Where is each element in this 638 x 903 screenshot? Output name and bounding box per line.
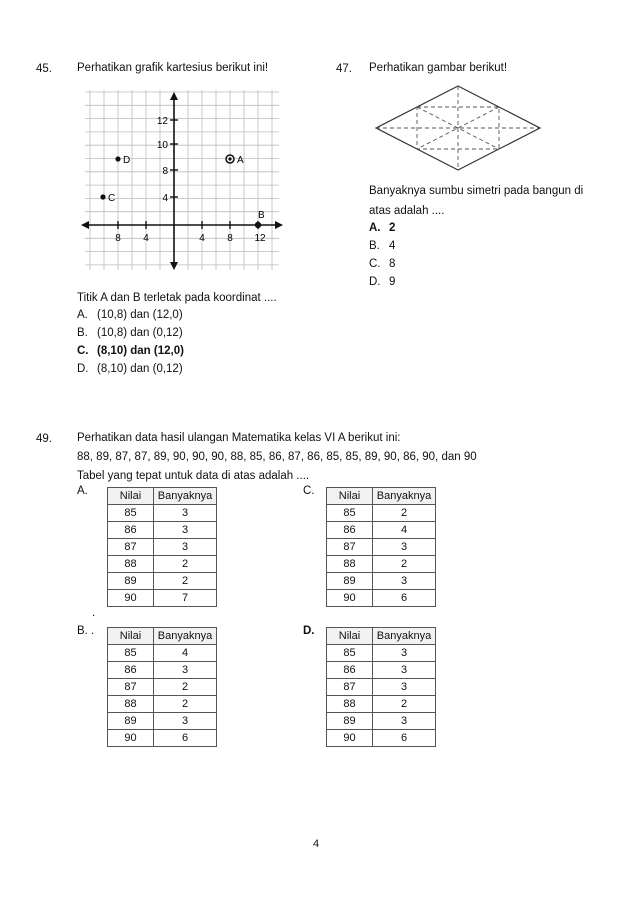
header-nilai: Nilai: [327, 488, 373, 505]
table-row: [327, 539, 436, 556]
q49-option-c-letter[interactable]: C.: [303, 485, 315, 497]
table-row: [327, 679, 436, 696]
q47-question-line1: Banyaknya sumbu simetri pada bangun di: [369, 185, 584, 197]
x-axis-arrow-left: [81, 221, 89, 229]
option-text: (10,8) dan (12,0): [97, 309, 183, 321]
y-tick-label: 10: [156, 140, 168, 151]
table-row: [327, 573, 436, 590]
header-banyaknya: Banyaknya: [373, 628, 436, 645]
cell-nilai: 87: [327, 679, 373, 696]
q49-option-d-letter[interactable]: D.: [303, 625, 315, 637]
cell-nilai: 85: [108, 645, 154, 662]
cell-banyaknya: 3: [373, 539, 436, 556]
cell-nilai: 87: [108, 679, 154, 696]
cell-banyaknya: 2: [373, 505, 436, 522]
cell-nilai: 89: [108, 573, 154, 590]
cell-nilai: 86: [108, 662, 154, 679]
point-c-label: C: [108, 193, 116, 204]
x-tick-label: 4: [143, 233, 149, 244]
cell-nilai: 86: [327, 662, 373, 679]
q45-option-b[interactable]: [77, 327, 183, 339]
cell-nilai: 89: [327, 713, 373, 730]
table-row: [327, 590, 436, 607]
q45-number: 45.: [36, 63, 52, 75]
cell-banyaknya: 3: [154, 539, 217, 556]
q49-data-line: 88, 89, 87, 87, 89, 90, 90, 90, 88, 85, 86, 87, 86, 85, 85, 89, 90, 86, 90, dan 90: [77, 451, 477, 463]
cell-nilai: 86: [327, 522, 373, 539]
cell-banyaknya: 4: [154, 645, 217, 662]
table-row: [108, 662, 217, 679]
point-d-label: D: [123, 155, 131, 166]
x-tick-label: 12: [254, 233, 266, 244]
cell-nilai: 89: [327, 573, 373, 590]
cell-nilai: 88: [327, 696, 373, 713]
cell-nilai: 85: [327, 505, 373, 522]
table-row: [327, 696, 436, 713]
q49-option-a-letter[interactable]: A.: [77, 485, 88, 497]
table-row: [108, 696, 217, 713]
q47-option-b[interactable]: [369, 240, 395, 252]
header-nilai: Nilai: [327, 628, 373, 645]
point-b-marker: [255, 222, 261, 228]
cell-banyaknya: 6: [373, 590, 436, 607]
cell-nilai: 86: [108, 522, 154, 539]
option-text: 9: [389, 276, 396, 288]
cell-banyaknya: 2: [373, 696, 436, 713]
point-c-marker: [100, 194, 105, 199]
cell-banyaknya: 3: [154, 505, 217, 522]
cell-banyaknya: 3: [373, 713, 436, 730]
option-text: (10,8) dan (0,12): [97, 327, 183, 339]
cell-nilai: 90: [108, 590, 154, 607]
table-row: [327, 713, 436, 730]
cell-banyaknya: 3: [373, 573, 436, 590]
stray-dot: .: [92, 607, 96, 619]
cell-nilai: 85: [108, 505, 154, 522]
q47-option-c[interactable]: [369, 258, 395, 270]
cell-banyaknya: 3: [373, 662, 436, 679]
option-letter: B.: [369, 240, 380, 252]
table-row: [327, 522, 436, 539]
cell-banyaknya: 3: [373, 679, 436, 696]
cell-nilai: 87: [108, 539, 154, 556]
option-letter: C.: [369, 258, 381, 270]
option-text: 4: [389, 240, 396, 252]
cell-banyaknya: 7: [154, 590, 217, 607]
option-letter: D.: [369, 276, 381, 288]
q49-option-b-table[interactable]: [107, 627, 217, 747]
cell-banyaknya: 2: [154, 696, 217, 713]
option-letter: D.: [77, 363, 89, 375]
cell-banyaknya: 3: [373, 645, 436, 662]
table-row: [327, 505, 436, 522]
q49-number: 49.: [36, 433, 52, 445]
cell-banyaknya: 2: [154, 556, 217, 573]
header-nilai: Nilai: [108, 488, 154, 505]
table-row: [108, 713, 217, 730]
q49-question: Tabel yang tepat untuk data di atas adalah ....: [77, 470, 310, 482]
option-letter: A.: [369, 222, 381, 234]
y-tick-label: 4: [162, 193, 168, 204]
cell-nilai: 87: [327, 539, 373, 556]
table-row: [327, 730, 436, 747]
cell-nilai: 88: [108, 556, 154, 573]
option-letter: B.: [77, 327, 88, 339]
table-row: [327, 645, 436, 662]
y-tick-label: 12: [156, 116, 168, 127]
table-row: [108, 556, 217, 573]
cell-banyaknya: 6: [154, 730, 217, 747]
y-axis-arrow-down: [170, 262, 178, 270]
table-row: [108, 522, 217, 539]
cell-banyaknya: 4: [373, 522, 436, 539]
q45-prompt: Perhatikan grafik kartesius berikut ini!: [77, 62, 269, 74]
cell-nilai: 88: [327, 556, 373, 573]
table-row: [108, 645, 217, 662]
header-nilai: Nilai: [108, 628, 154, 645]
y-axis-arrow-up: [170, 92, 178, 100]
table-row: [108, 505, 217, 522]
point-a-label: A: [237, 155, 244, 166]
cell-nilai: 90: [327, 730, 373, 747]
cell-banyaknya: 6: [373, 730, 436, 747]
header-banyaknya: Banyaknya: [373, 488, 436, 505]
cell-banyaknya: 3: [154, 522, 217, 539]
q49-option-b-letter[interactable]: B. .: [77, 625, 95, 637]
q45-option-a[interactable]: [77, 309, 183, 321]
header-banyaknya: Banyaknya: [154, 628, 217, 645]
table-row: [108, 730, 217, 747]
option-text: (8,10) dan (12,0): [97, 345, 184, 357]
q49-option-a-table[interactable]: [107, 487, 217, 607]
table-row: [108, 573, 217, 590]
q45-option-d[interactable]: [77, 363, 183, 375]
q45-question: Titik A dan B terletak pada koordinat ....: [77, 292, 277, 304]
point-b-label: B: [258, 210, 265, 221]
table-row: [108, 539, 217, 556]
cell-nilai: 90: [108, 730, 154, 747]
point-a-center: [228, 157, 231, 160]
cell-banyaknya: 3: [154, 662, 217, 679]
cell-banyaknya: 2: [154, 679, 217, 696]
q47-question-line2: atas adalah ....: [369, 205, 445, 217]
q45-option-c[interactable]: [77, 345, 184, 357]
cell-banyaknya: 3: [154, 713, 217, 730]
cell-nilai: 88: [108, 696, 154, 713]
table-row: [108, 679, 217, 696]
cell-banyaknya: 2: [154, 573, 217, 590]
header-banyaknya: Banyaknya: [154, 488, 217, 505]
option-text: (8,10) dan (0,12): [97, 363, 183, 375]
x-tick-label: 8: [115, 233, 121, 244]
q47-option-a[interactable]: [369, 222, 395, 234]
table-row: [327, 662, 436, 679]
q49-option-d-table[interactable]: [326, 627, 436, 747]
cell-nilai: 89: [108, 713, 154, 730]
q49-prompt: Perhatikan data hasil ulangan Matematika kelas VI A berikut ini:: [77, 432, 401, 444]
y-tick-label: 8: [162, 166, 168, 177]
x-tick-label: 4: [199, 233, 205, 244]
cell-nilai: 85: [327, 645, 373, 662]
point-d-marker: [115, 156, 120, 161]
graph-grid: [85, 90, 279, 270]
cell-nilai: 90: [327, 590, 373, 607]
x-axis-arrow-right: [275, 221, 283, 229]
table-row: [327, 556, 436, 573]
q49-option-c-table[interactable]: [326, 487, 436, 607]
q47-prompt: Perhatikan gambar berikut!: [369, 62, 508, 74]
q47-number: 47.: [336, 63, 352, 75]
x-tick-label: 8: [227, 233, 233, 244]
page-number: 4: [313, 838, 320, 850]
q47-option-d[interactable]: [369, 276, 395, 288]
cell-banyaknya: 2: [373, 556, 436, 573]
option-letter: C.: [77, 345, 89, 357]
rhombus-figure: [372, 82, 544, 174]
option-letter: A.: [77, 309, 88, 321]
table-row: [108, 590, 217, 607]
option-text: 2: [389, 222, 396, 234]
option-text: 8: [389, 258, 396, 270]
cartesian-graph: [77, 84, 287, 274]
